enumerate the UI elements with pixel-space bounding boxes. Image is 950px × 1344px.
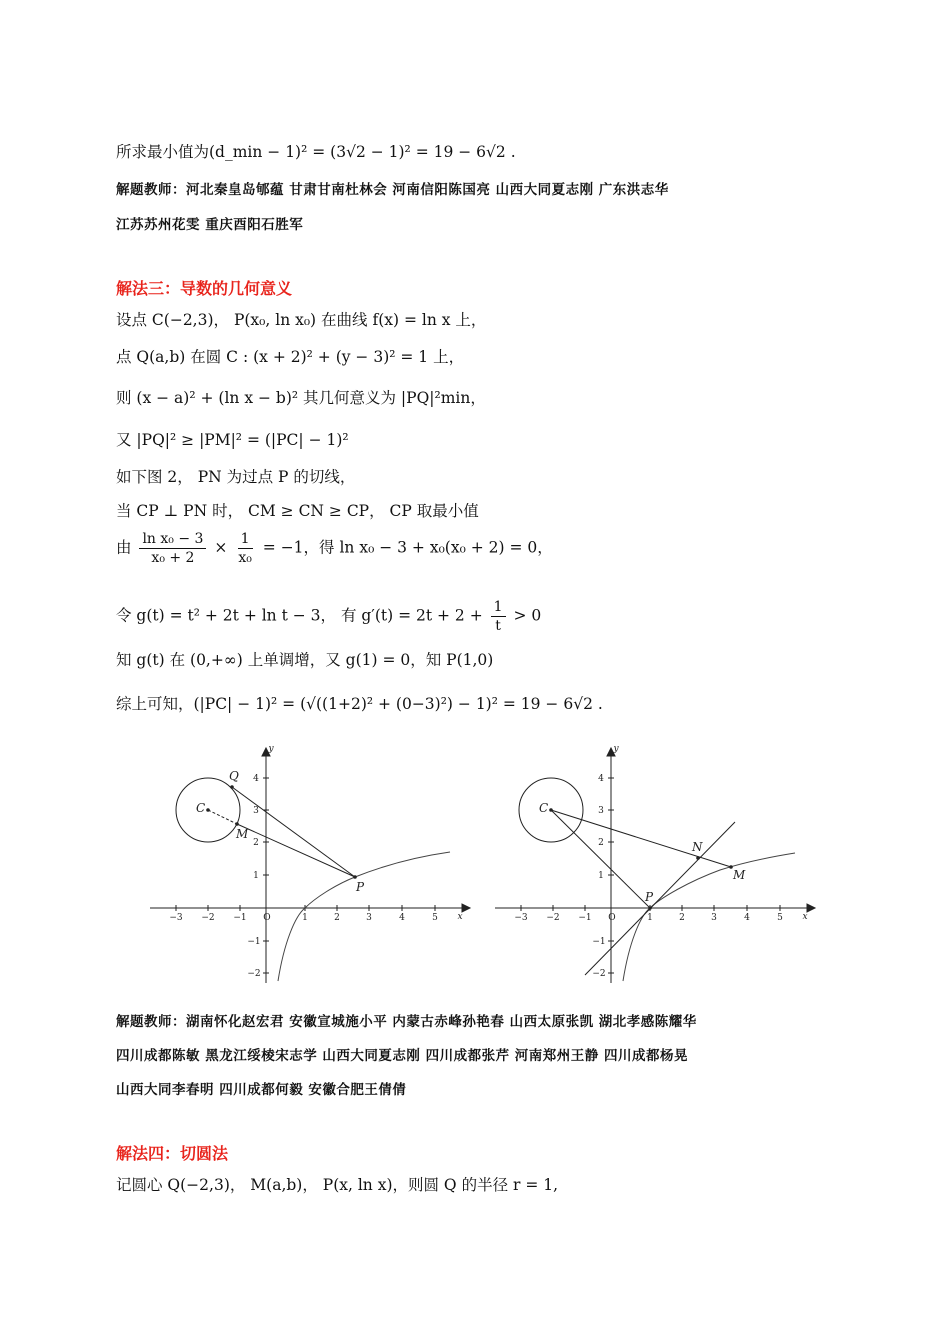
method-3-heading: 解法三：导数的几何意义 (116, 279, 293, 298)
line-inequality: 又 |PQ|² ≥ |PM|² = (|PC| − 1)² (116, 431, 349, 449)
figure-1 (140, 738, 480, 988)
y-axis-label: y (268, 744, 274, 754)
y-tick-label: 3 (253, 806, 259, 816)
line-conclusion: 综上可知，(|PC| − 1)² = (√((1+2)² + (0−3)²) − 1)² = 19 − 6√2 . (116, 695, 603, 713)
x-tick-label: −1 (233, 913, 247, 923)
point-c (549, 808, 553, 812)
label-c: C (196, 801, 206, 815)
line-slope-equation (116, 530, 553, 567)
point-q (230, 785, 234, 789)
y-tick-label: 2 (598, 838, 604, 848)
fraction-denominator: x₀ (238, 550, 252, 566)
text-positive: > 0 (513, 606, 542, 625)
teachers-line-5: 山西大同李春明 四川成都何毅 安徽合肥王倩倩 (116, 1082, 407, 1098)
y-tick-label: 1 (253, 871, 259, 881)
x-tick-label: 3 (711, 913, 717, 923)
line-min-value: 所求最小值为(d_min − 1)² = (3√2 − 1)² = 19 − 6√2 . (116, 143, 516, 161)
origin-label: O (263, 913, 271, 923)
x-tick-label: −3 (169, 913, 183, 923)
y-tick-label: 2 (253, 838, 259, 848)
line-perpendicular: 当 CP ⊥ PN 时， CM ≥ CN ≥ CP， CP 取最小值 (116, 502, 479, 520)
x-tick-label: −1 (578, 913, 592, 923)
x-tick-label: −2 (201, 913, 215, 923)
x-tick-label: 1 (647, 913, 653, 923)
y-tick-label: 4 (253, 774, 259, 784)
x-tick-label: 4 (399, 913, 405, 923)
x-axis-arrow (462, 904, 470, 912)
teachers-line-1: 解题教师：河北秦皇岛郇蕴 甘肃甘南杜林会 河南信阳陈国亮 山西大同夏志刚 广东洪志华 (116, 182, 669, 198)
y-tick-label: 4 (598, 774, 604, 784)
y-tick-label: −2 (592, 969, 606, 979)
times-sign: × (214, 538, 228, 557)
point-p (648, 906, 652, 910)
segment-cm-dashed (208, 810, 237, 824)
x-tick-label: −3 (514, 913, 528, 923)
y-tick-label: 3 (598, 806, 604, 816)
line-geometric-meaning: 则 (x − a)² + (ln x − b)² 其几何意义为 |PQ|²min， (116, 389, 486, 407)
label-n: N (692, 840, 703, 854)
text-you: 由 (116, 538, 132, 557)
line-function-g (116, 598, 541, 635)
label-c: C (539, 801, 549, 815)
fraction-one-over-t (491, 598, 506, 635)
label-m: M (733, 868, 746, 882)
point-p (353, 875, 357, 879)
teachers-line-4: 四川成都陈敏 黑龙江绥棱宋志学 山西大同夏志刚 四川成都张芹 河南郑州王静 四川成都杨晃 (116, 1048, 688, 1064)
text-result: = −1，得 ln x₀ − 3 + x₀(x₀ + 2) = 0， (262, 538, 553, 557)
figure-2 (485, 738, 825, 988)
point-n (696, 856, 700, 860)
x-tick-label: 3 (366, 913, 372, 923)
line-point-q: 点 Q(a,b) 在圆 C : (x + 2)² + (y − 3)² = 1 上， (116, 348, 465, 366)
fraction-numerator: 1 (491, 598, 506, 617)
line-tangent: 如下图 2， PN 为过点 P 的切线， (116, 468, 356, 486)
y-tick-label: −1 (592, 937, 606, 947)
point-c (206, 808, 210, 812)
line-circle-q: 记圆心 Q(−2,3)， M(a,b)， P(x, ln x)，则圆 Q 的半径 r = 1, (116, 1176, 559, 1194)
fraction-derivative (235, 530, 255, 567)
segment-cp (551, 810, 650, 908)
x-tick-label: 5 (777, 913, 783, 923)
fraction-numerator: 1 (238, 530, 253, 549)
x-tick-label: 2 (679, 913, 685, 923)
teachers-line-3: 解题教师：湖南怀化赵宏君 安徽宣城施小平 内蒙古赤峰孙艳春 山西太原张凯 湖北孝感陈耀华 (116, 1014, 697, 1030)
line-point-c: 设点 C(−2,3)， P(x₀, ln x₀) 在曲线 f(x) = ln x 上， (116, 311, 487, 329)
teachers-line-2: 江苏苏州花雯 重庆酉阳石胜军 (116, 217, 304, 233)
label-p: P (356, 880, 365, 894)
y-axis-label: y (613, 744, 619, 754)
x-tick-label: −2 (546, 913, 560, 923)
fraction-denominator: t (495, 618, 501, 634)
y-tick-label: 1 (598, 871, 604, 881)
x-tick-label: 4 (744, 913, 750, 923)
label-m: M (236, 827, 249, 841)
line-monotonic: 知 g(t) 在 (0,+∞) 上单调增，又 g(1) = 0，知 P(1,0) (116, 651, 494, 669)
x-tick-label: 2 (334, 913, 340, 923)
x-axis-arrow (807, 904, 815, 912)
x-tick-label: 5 (432, 913, 438, 923)
point-m (235, 822, 239, 826)
label-p: P (645, 890, 654, 904)
fraction-denominator: x₀ + 2 (151, 550, 195, 566)
y-tick-label: −1 (247, 937, 261, 947)
fraction-slope (139, 530, 206, 567)
x-tick-label: 1 (302, 913, 308, 923)
segment-qp (232, 787, 355, 877)
segment-mp (237, 824, 355, 877)
label-q: Q (229, 769, 239, 783)
x-axis-label: x (457, 912, 463, 922)
y-tick-label: −2 (247, 969, 261, 979)
origin-label: O (608, 913, 616, 923)
method-4-heading: 解法四：切圆法 (116, 1144, 229, 1163)
x-axis-label: x (802, 912, 808, 922)
fraction-numerator: ln x₀ − 3 (139, 530, 206, 549)
text-g-definition: 令 g(t) = t² + 2t + ln t − 3， 有 g′(t) = 2t + 2 + (116, 606, 483, 625)
segment-cm (551, 810, 731, 867)
